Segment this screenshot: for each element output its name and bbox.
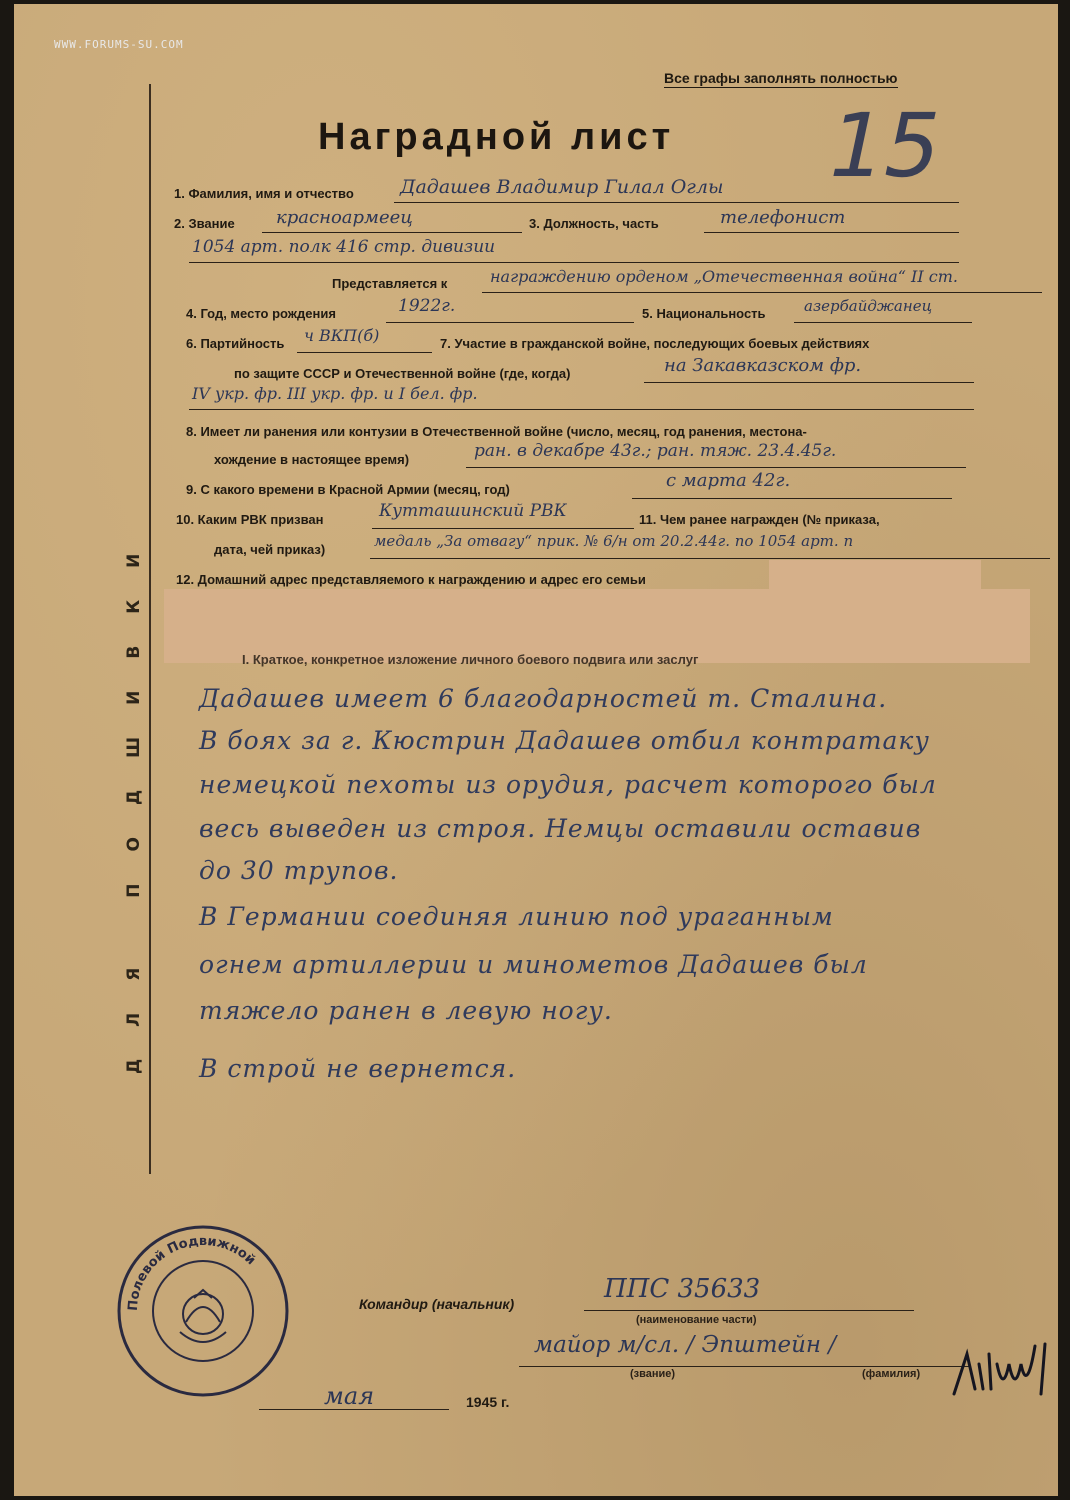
field-7-label: 7. Участие в гражданской войне, последующих боевых действиях xyxy=(440,336,870,351)
field-6-label: 6. Партийность xyxy=(186,336,285,351)
unit-caption: (наименование части) xyxy=(636,1314,757,1326)
rank-caption: (звание) xyxy=(630,1368,676,1380)
rank-value: майор м/сл. / Эпштейн / xyxy=(534,1332,837,1358)
signature xyxy=(949,1334,1058,1414)
field-6-value: ч ВКП(б) xyxy=(304,326,380,345)
commander-label: Командир (начальник) xyxy=(359,1296,515,1312)
field-9-label: 9. С какого времени в Красной Армии (месяц, год) xyxy=(186,482,510,497)
narrative-line: тяжело ранен в левую ногу. xyxy=(199,996,613,1025)
field-4-label: 4. Год, место рождения xyxy=(186,306,336,321)
field-5-line xyxy=(794,322,972,323)
field-7-line-2 xyxy=(189,409,974,410)
fill-instructions: Все графы заполнять полностью xyxy=(664,70,898,86)
svg-text:Полевой Подвижной xyxy=(126,1234,258,1311)
binding-margin-line xyxy=(149,84,151,1174)
narrative-line: немецкой пехоты из орудия, расчет которого был xyxy=(199,770,937,799)
year-label: 1945 г. xyxy=(466,1394,510,1410)
presented-for-label: Представляется к xyxy=(332,276,448,291)
field-8-label: 8. Имеет ли ранения или контузии в Отечественной войне (число, месяц, год ранения, местона- xyxy=(186,424,807,439)
narrative-title: I. Краткое, конкретное изложение личного боевого подвига или заслуг xyxy=(242,652,699,667)
field-11-line xyxy=(370,558,1050,559)
unit-value: ППС 35633 xyxy=(604,1274,761,1304)
field-12-label: 12. Домашний адрес представляемого к награждению и адрес его семьи xyxy=(176,572,646,587)
field-1-line xyxy=(394,202,959,203)
field-7-label-2: по защите СССР и Отечественной войне (где, когда) xyxy=(234,366,571,381)
field-1-label: 1. Фамилия, имя и отчество xyxy=(174,186,354,201)
field-8-label-2: хождение в настоящее время) xyxy=(214,452,410,467)
field-10-label: 10. Каким РВК призван xyxy=(176,512,324,527)
unit-line xyxy=(584,1310,914,1311)
field-9-value: с марта 42г. xyxy=(666,470,791,491)
document-title: Наградной лист xyxy=(318,116,675,158)
field-11-label-2: дата, чей приказ) xyxy=(214,542,326,557)
field-3-value-2: 1054 арт. полк 416 стр. дивизии xyxy=(192,237,496,257)
field-4-value: 1922г. xyxy=(398,296,456,316)
surname-caption: (фамилия) xyxy=(862,1368,921,1380)
binding-margin-label: ДЛЯ ПОДШИВКИ xyxy=(124,521,144,1074)
narrative-line: В строй не вернется. xyxy=(199,1054,517,1083)
narrative-line: Дадашев имеет 6 благодарностей т. Сталина. xyxy=(199,684,888,713)
field-10-line xyxy=(372,528,634,529)
date-month: мая xyxy=(324,1382,375,1410)
field-2-value: красноармеец xyxy=(276,207,413,228)
field-3-value: телефонист xyxy=(720,207,846,228)
field-2-label: 2. Звание xyxy=(174,216,235,231)
redaction-block-1 xyxy=(769,560,981,590)
watermark: WWW.FORUMS-SU.COM xyxy=(54,38,184,51)
field-2-line xyxy=(262,232,522,233)
narrative-line: В Германии соединяя линию под ураганным xyxy=(199,902,834,931)
narrative-line: до 30 трупов. xyxy=(199,856,399,885)
field-8-line xyxy=(466,467,966,468)
rank-line xyxy=(519,1366,969,1367)
field-9-line xyxy=(632,498,952,499)
presented-for-line xyxy=(482,292,1042,293)
field-5-label: 5. Национальность xyxy=(642,306,766,321)
field-3-line-2 xyxy=(189,262,959,263)
field-11-label: 11. Чем ранее награжден (№ приказа, xyxy=(639,512,880,527)
field-3-line xyxy=(704,232,959,233)
presented-for-value: награждению орденом „Отечественная война“ II ст. xyxy=(490,267,958,286)
field-3-label: 3. Должность, часть xyxy=(529,216,659,231)
field-10-value: Кутташинский РВК xyxy=(379,501,567,521)
field-4-line xyxy=(386,322,634,323)
narrative-line: огнем артиллерии и минометов Дадашев был xyxy=(199,950,868,979)
award-sheet-page xyxy=(14,4,1058,1496)
official-seal xyxy=(114,1222,292,1400)
narrative-line: весь выведен из строя. Немцы оставили оставив xyxy=(199,814,922,843)
field-5-value: азербайджанец xyxy=(804,297,933,315)
field-6-line xyxy=(297,352,432,353)
narrative-line: В боях за г. Кюстрин Дадашев отбил контратаку xyxy=(199,726,930,755)
field-7-value: на Закавказском фр. xyxy=(664,355,862,376)
seal-text: Полевой Подвижной xyxy=(125,1233,259,1312)
field-1-value: Дадашев Владимир Гилал Оглы xyxy=(400,176,724,198)
field-11-value: медаль „За отвагу“ прик. № 6/н от 20.2.44г. по 1054 арт. п xyxy=(374,532,854,550)
field-8-value: ран. в декабре 43г.; ран. тяж. 23.4.45г. xyxy=(474,441,837,461)
handwritten-number: 15 xyxy=(818,94,952,197)
field-7-line xyxy=(644,382,974,383)
field-7-value-2: IV укр. фр. III укр. фр. и I бел. фр. xyxy=(192,384,478,403)
